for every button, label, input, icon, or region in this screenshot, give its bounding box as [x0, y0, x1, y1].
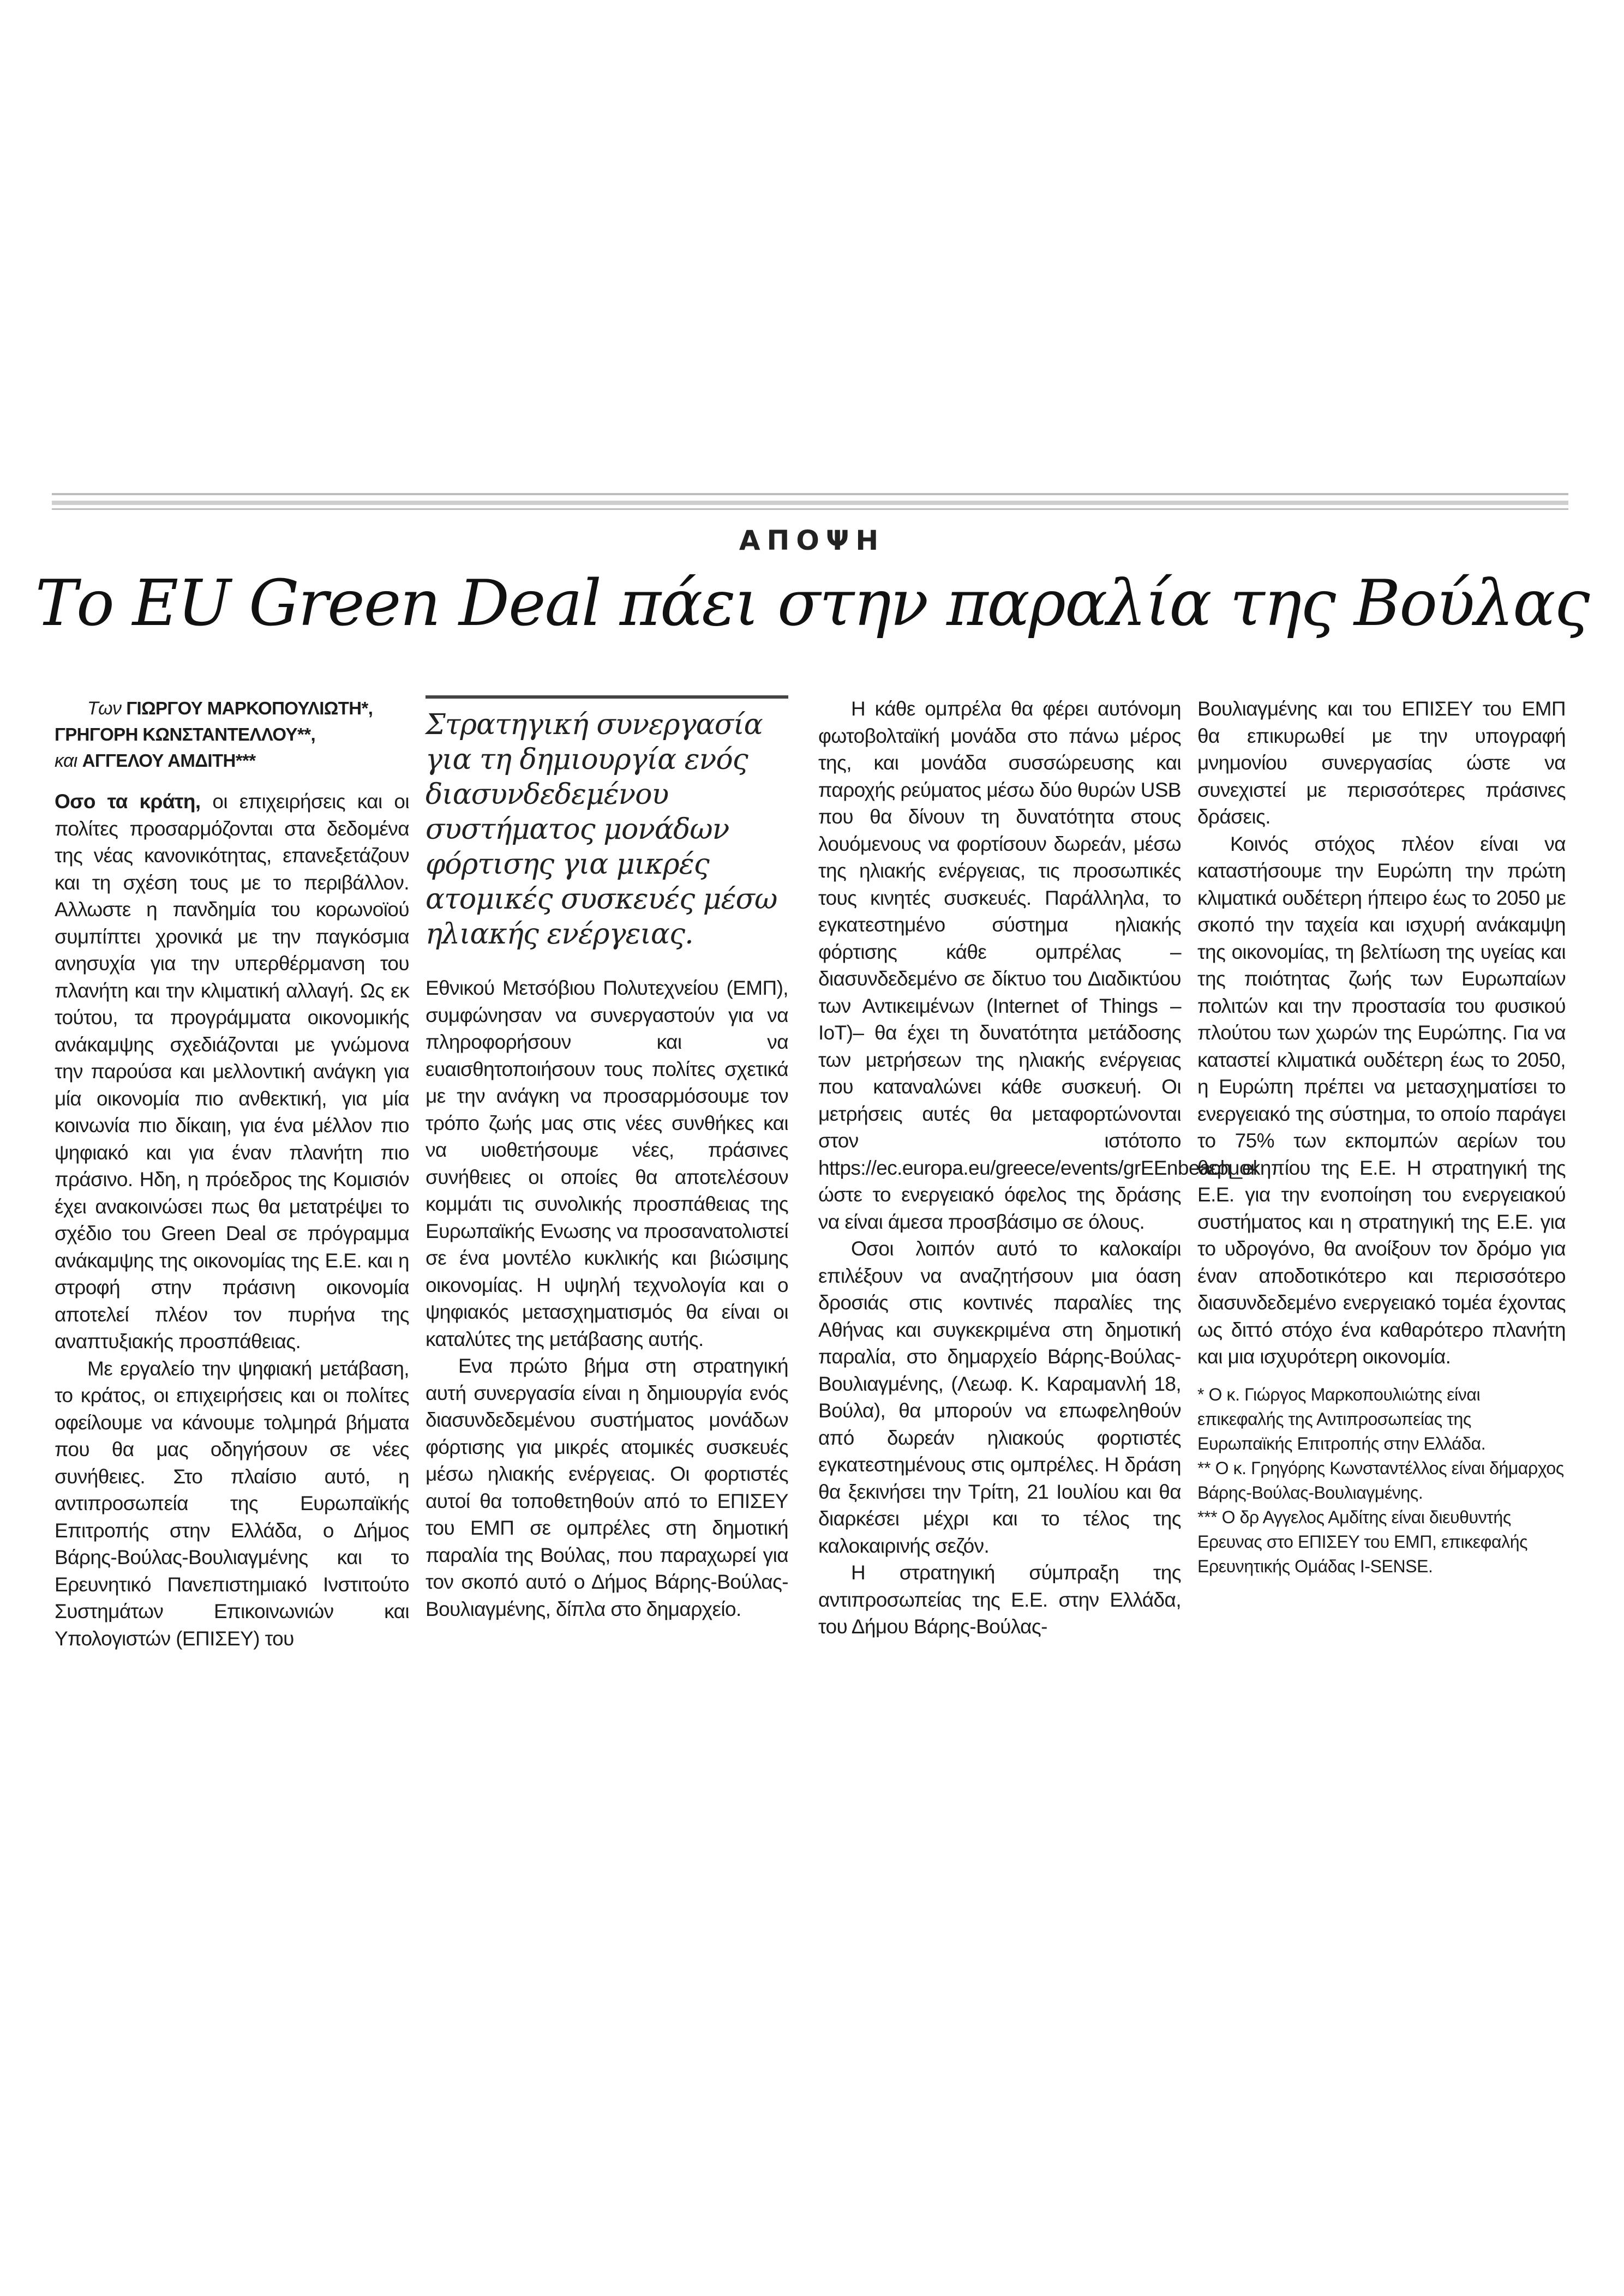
- author-notes: [1197, 1383, 1566, 1579]
- author-note: *** Ο δρ Αγγελος Αμδίτης είναι διευθυντής Ερευνας στο ΕΠΙΣΕΥ του ΕΜΠ, επικεφαλής Ερευνητικής Ομάδας I-SENSE.: [1197, 1507, 1528, 1576]
- author-note: ** Ο κ. Γρηγόρης Κωνσταντέλλος είναι δήμαρχος Βάρης-Βούλας-Βουλιαγμένης.: [1197, 1458, 1564, 1502]
- top-rule-band: [52, 501, 1568, 505]
- body-paragraph: Με εργαλείο την ψηφιακή μετάβαση, το κράτος, οι επιχειρήσεις και οι πολίτες οφείλουμε να κάνουμε τολμηρά βήματα που θα μας οδηγήσουν σε νέες συνήθειες. Στο πλαίσιο αυτό, η αντιπροσωπεία της Ευρωπαϊκής Επιτροπής στην Ελλάδα, ο Δήμος Βάρης-Βούλας-Βουλιαγμένης και το Ερευνητικό Πανεπιστημιακό Ινστιτούτο Συστημάτων Επικοινωνιών και Υπολογιστών (ΕΠΙΣΕΥ) του: [55, 1357, 409, 1650]
- body-paragraph: Η κάθε ομπρέλα θα φέρει αυτόνομη φωτοβολταϊκή μονάδα στο πάνω μέρος της, και μονάδα συσσώρευσης και παροχής ρεύματος μέσω δύο θυρών USB που θα δίνουν τη δυνατότητα στους λουόμενους να φορτίσουν δωρεάν, μέσω της ηλιακής ενέργειας, τις προσωπικές τους κινητές συσκευές. Παράλληλα, το εγκατεστημένο σύστημα ηλιακής φόρτισης κάθε ομπρέλας – διασυνδεδεμένο σε δίκτυο του Διαδικτύου των Αντικειμένων (Internet of Things – IoT)– θα έχει τη δυνατότητα μετάδοσης των μετρήσεων της ηλιακής ενέργειας που καταναλώνει κάθε συσκευή. Οι μετρήσεις αυτές θα μεταφορτώνονται στον ιστότοπο https://ec.europa.eu/greece/events/grEEnbeach_el ώστε το ενεργειακό όφελος της δράσης να είναι άμεσα προσβάσιμο σε όλους.: [818, 698, 1257, 1233]
- byline-prefix: Των: [87, 698, 122, 719]
- top-rule-lower: [52, 508, 1568, 510]
- author-name: ΑΓΓΕΛΟΥ ΑΜΔΙΤΗ***: [82, 750, 256, 771]
- byline-prefix: και: [55, 750, 77, 771]
- author-note: * Ο κ. Γιώργος Μαρκοπουλιώτης είναι επικεφαλής της Αντιπροσωπείας της Ευρωπαϊκής Επιτροπής στην Ελλάδα.: [1197, 1384, 1486, 1453]
- article-headline: Το EU Green Deal πάει στην παραλία της Βούλας: [35, 567, 1589, 640]
- body-paragraph: Οσοι λοιπόν αυτό το καλοκαίρι επιλέξουν να αναζητήσουν μια όαση δροσιάς στις κοντινές παραλίες της Αθήνας και συγκεκριμένα στη δημοτική παραλία, στο δημαρχείο Βάρης-Βούλας-Βουλιαγμένης, (Λεωφ. Κ. Καραμανλή 18, Βούλα), θα μπορούν να επωφεληθούν από δωρεάν ηλιακούς φορτιστές εγκατεστημένους στις ομπρέλες. Η δράση θα ξεκινήσει την Τρίτη, 21 Ιουλίου και θα διαρκέσει μέχρι και το τέλος της καλοκαιρινής σεζόν.: [818, 1237, 1181, 1557]
- body-paragraph: Εθνικού Μετσόβιου Πολυτεχνείου (ΕΜΠ), συμφώνησαν να συνεργαστούν για να πληροφορήσουν και να ευαισθητοποιήσουν τους πολίτες σχετικά με την ανάγκη να προσαρμόσουμε τον τρόπο ζωής μας στις νέες συνθήκες και να υιοθετήσουμε νέες, πράσινες συνήθειες οι οποίες θα αποτελέσουν κομμάτι τις συνολικής προσπάθειας της Ευρωπαϊκής Ενωσης να προσανατολιστεί σε ένα μοντέλο κυκλικής και βιώσιμης οικονομίας. Η υψηλή τεχνολογία και ο ψηφιακός μετασχηματισμός θα είναι οι καταλύτες της μετάβασης αυτής.: [426, 977, 788, 1350]
- pull-quote: Στρατηγική συνεργασία για τη δημιουργία ενός διασυνδεδεμένου συστήματος μονάδων φόρτισης για μικρές ατομικές συσκευές μέσω ηλιακής ενέργειας.: [426, 695, 788, 952]
- lead-in: Οσο τα κράτη,: [55, 790, 201, 813]
- body-paragraph: Ενα πρώτο βήμα στη στρατηγική αυτή συνεργασία είναι η δημιουργία ενός διασυνδεδεμένου συστήματος μονάδων φόρτισης για μικρές ατομικές συσκευές μέσω ηλιακής ενέργειας. Οι φορτιστές αυτοί θα τοποθετηθούν από το ΕΠΙΣΕΥ του ΕΜΠ σε ομπρέλες στη δημοτική παραλία της Βούλας, που παραχωρεί για τον σκοπό αυτό ο Δήμος Βάρης-Βούλας-Βουλιαγμένης, δίπλα στο δημαρχείο.: [426, 1355, 788, 1620]
- column-4: [1197, 695, 1566, 1579]
- body-paragraph: Κοινός στόχος πλέον είναι να καταστήσουμε την Ευρώπη την πρώτη κλιματικά ουδέτερη ήπειρο έως το 2050 με σκοπό την ταχεία και ισχυρή ανάκαμψη της οικονομίας, τη βελτίωση της υγείας και της ποιότητας ζωής των Ευρωπαίων πολιτών και την προστασία του φυσικού πλούτου των χωρών της Ευρώπης. Για να καταστεί κλιματικά ουδέτερη έως το 2050, η Ευρώπη πρέπει να μετασχηματίσει το ενεργειακό της σύστημα, το οποίο παράγει το 75% των εκπομπών αερίων του θερμοκηπίου της Ε.Ε. Η στρατηγική της Ε.Ε. για την ενοποίηση του ενεργειακού συστήματος και η στρατηγική της Ε.Ε. για το υδρογόνο, θα ανοίξουν τον δρόμο για έναν αποδοτικότερο και περισσότερο διασυνδεδεμένο ενεργειακό τομέα έχοντας ως διττό στόχο ένα καθαρότερο πλανήτη και μια ισχυρότερη οικονομία.: [1197, 832, 1566, 1368]
- author-name: ΓΙΩΡΓΟΥ ΜΑΡΚΟΠΟΥΛΙΩΤΗ*,: [126, 698, 373, 718]
- top-rule: [52, 493, 1568, 495]
- author-name: ΓΡΗΓΟΡΗ ΚΩΝΣΤΑΝΤΕΛΛΟΥ**,: [55, 724, 316, 744]
- byline: [55, 695, 409, 774]
- column-3: [818, 695, 1257, 1640]
- column-2: [426, 695, 788, 1622]
- body-paragraph: Η στρατηγική σύμπραξη της αντιπροσωπείας της Ε.Ε. στην Ελλάδα, του Δήμου Βάρης-Βούλας-: [818, 1561, 1181, 1638]
- body-paragraph: Οσο τα κράτη, οι επιχειρήσεις και οι πολίτες προσαρμόζονται στα δεδομένα της νέας κανονικότητας, επανεξετάζουν και τη σχέση τους με το περιβάλλον. Αλλωστε η πανδημία του κορωνοϊού συμπίπτει χρονικά με την παγκόσμια ανησυχία για την υπερθέρμανση του πλανήτη και την κλιματική αλλαγή. Ως εκ τούτου, τα προγράμματα οικονομικής ανάκαμψης σχεδιάζονται με γνώμονα την παρούσα και μελλοντική ανάγκη για μία οικονομία πιο ανθεκτική, για μία κοινωνία πιο δίκαιη, για ένα μέλλον πιο ψηφιακό και για έναν πλανήτη πιο πράσινο. Ηδη, η πρόεδρος της Κομισιόν έχει ανακοινώσει πως θα μετατρέψει το σχέδιο του Green Deal σε πρόγραμμα ανάκαμψης της οικονομίας της Ε.Ε. και η στροφή στην πράσινη οικονομία αποτελεί πλέον τον πυρήνα της αναπτυξιακής προσπάθειας.: [55, 790, 409, 1353]
- section-kicker: ΑΠΟΨΗ: [739, 525, 885, 556]
- column-1: [55, 695, 409, 1652]
- body-paragraph: Βουλιαγμένης και του ΕΠΙΣΕΥ του ΕΜΠ θα επικυρωθεί με την υπογραφή μνημονίου συνεργασίας ώστε να συνεχιστεί με περισσότερες πράσινες δράσεις.: [1197, 698, 1566, 828]
